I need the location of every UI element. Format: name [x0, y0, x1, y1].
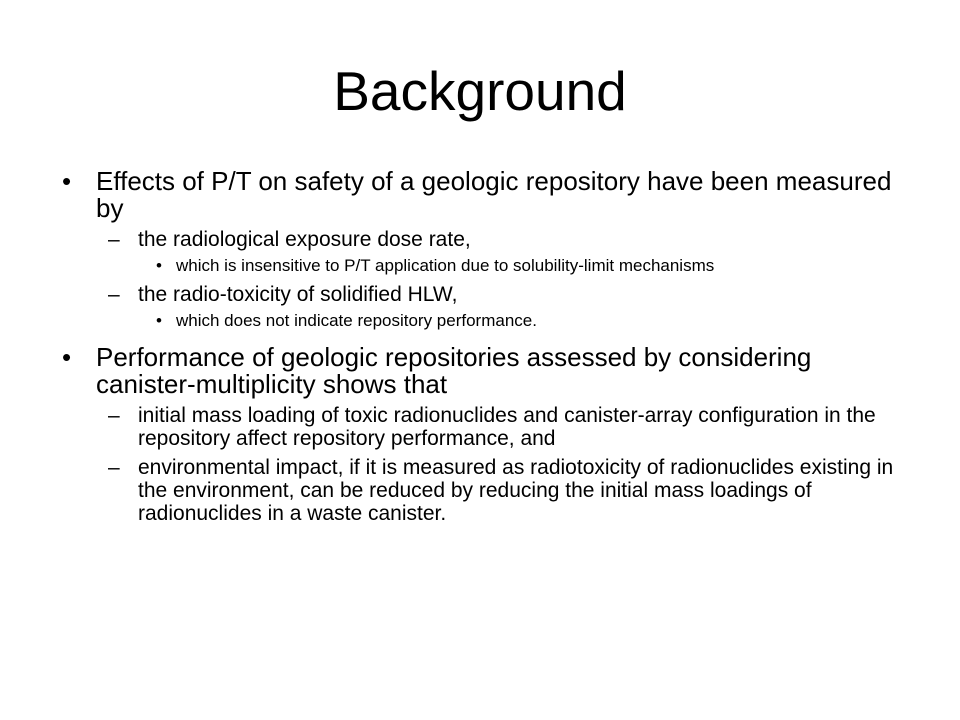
- bullet-level3: [62, 312, 912, 330]
- bullet-text: initial mass loading of toxic radionuclides and canister-array configuration in the repository affect repository performance, and: [138, 404, 876, 450]
- bullet-level2: [62, 404, 912, 450]
- bullet-level1: [62, 344, 912, 398]
- slide-title: Background: [333, 60, 627, 122]
- bullet-text: Effects of P/T on safety of a geologic repository have been measured by: [96, 166, 892, 223]
- bullet-level2: [62, 228, 912, 251]
- bullet-level3: [62, 257, 912, 275]
- bullet-text: the radiological exposure dose rate,: [138, 228, 471, 251]
- bullet-text: environmental impact, if it is measured as radiotoxicity of radionuclides existing in the environment, can be reduced by reducing the initial mass loadings of radionuclides in a waste canister.: [138, 456, 894, 525]
- bullet-level2: [62, 283, 912, 306]
- bullet-level2: [62, 456, 912, 525]
- bullet-text: the radio-toxicity of solidified HLW,: [138, 283, 458, 306]
- bullet-dot-icon: •: [62, 166, 72, 196]
- bullet-dot-icon: •: [156, 311, 162, 330]
- bullet-dot-icon: •: [156, 256, 162, 275]
- slide-body: [62, 168, 912, 531]
- bullet-dash-icon: –: [108, 283, 120, 306]
- bullet-text: which is insensitive to P/T application due to solubility-limit mechanisms: [176, 256, 715, 275]
- bullet-text: Performance of geologic repositories assessed by considering canister-multiplicity shows that: [96, 342, 812, 399]
- bullet-dash-icon: –: [108, 228, 120, 251]
- bullet-dash-icon: –: [108, 456, 120, 479]
- bullet-dash-icon: –: [108, 404, 120, 427]
- bullet-text: which does not indicate repository performance.: [176, 311, 537, 330]
- bullet-dot-icon: •: [62, 342, 72, 372]
- bullet-level1: [62, 168, 912, 222]
